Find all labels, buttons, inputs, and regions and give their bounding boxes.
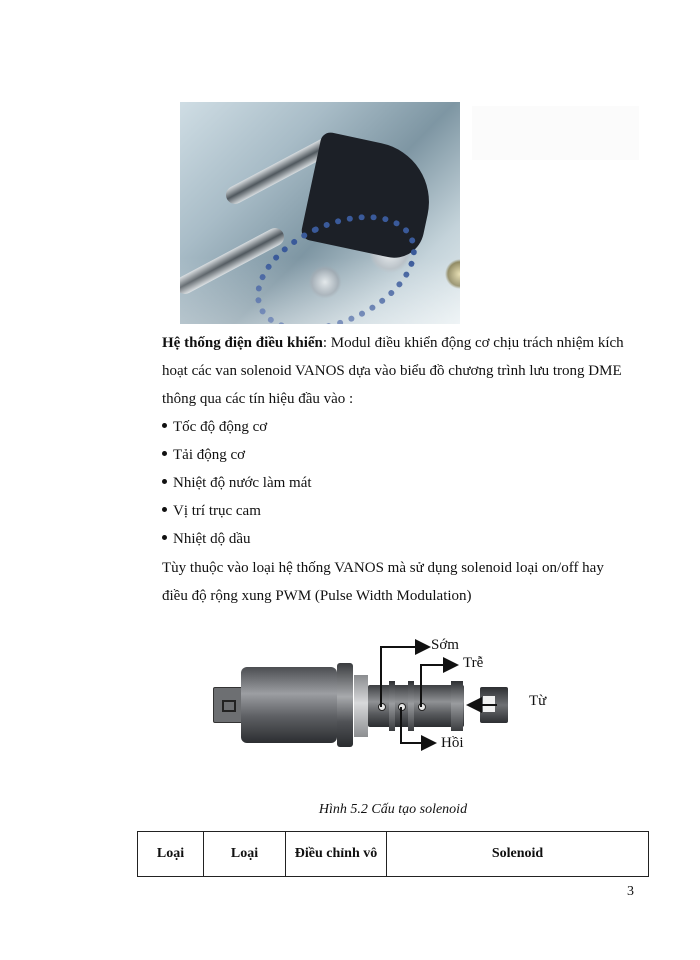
label-return: Hồi (441, 735, 464, 751)
paragraph-line-3: thông qua các tín hiệu đầu vào : (162, 391, 354, 407)
table-header-cell: Điều chỉnh vô (286, 832, 387, 877)
paragraph-line-2: hoạt các van solenoid VANOS dựa vào biểu đồ chương trình lưu trong DME (162, 363, 622, 379)
flow-arrows (205, 635, 585, 770)
note-line-1: Tùy thuộc vào loại hệ thống VANOS mà sử dụng solenoid loại on/off hay (162, 560, 604, 576)
bullet-icon (162, 535, 167, 540)
bullet-icon (162, 451, 167, 456)
label-magnetic: Từ (529, 693, 547, 709)
list-item-text: Nhiệt dộ dầu (173, 531, 251, 547)
bullet-icon (162, 507, 167, 512)
image-placeholder-blank (472, 106, 639, 160)
table-header-cell: Solenoid (387, 832, 649, 877)
image-fade (180, 102, 460, 324)
note-line-2: điều độ rộng xung PWM (Pulse Width Modulation) (162, 588, 472, 604)
engine-vanos-illustration (180, 102, 460, 324)
table-header-cell: Loại (204, 832, 286, 877)
bullet-icon (162, 479, 167, 484)
section-heading: Hệ thống điện điều khiển (162, 335, 323, 351)
list-item-text: Nhiệt độ nước làm mát (173, 475, 312, 491)
table-header-cell: Loại (138, 832, 204, 877)
list-item (162, 497, 261, 525)
bullet-icon (162, 423, 167, 428)
list-item-text: Tốc độ động cơ (173, 419, 268, 435)
solenoid-table (137, 831, 649, 877)
solenoid-diagram (205, 635, 585, 770)
list-item (162, 469, 312, 497)
list-item (162, 441, 245, 469)
figure-caption: Hình 5.2 Cấu tạo solenoid (318, 802, 468, 817)
list-item (162, 413, 267, 441)
label-late: Trễ (463, 655, 484, 671)
list-item-text: Vị trí trục cam (173, 503, 261, 519)
list-item (162, 525, 250, 553)
table-header-row (138, 832, 649, 877)
paragraph-text: : Modul điều khiển động cơ chịu trách nhiệm kích (322, 335, 624, 351)
label-early: Sớm (431, 637, 459, 653)
list-item-text: Tải động cơ (173, 447, 246, 463)
paragraph-line-1 (162, 329, 624, 357)
page-number: 3 (627, 884, 634, 899)
